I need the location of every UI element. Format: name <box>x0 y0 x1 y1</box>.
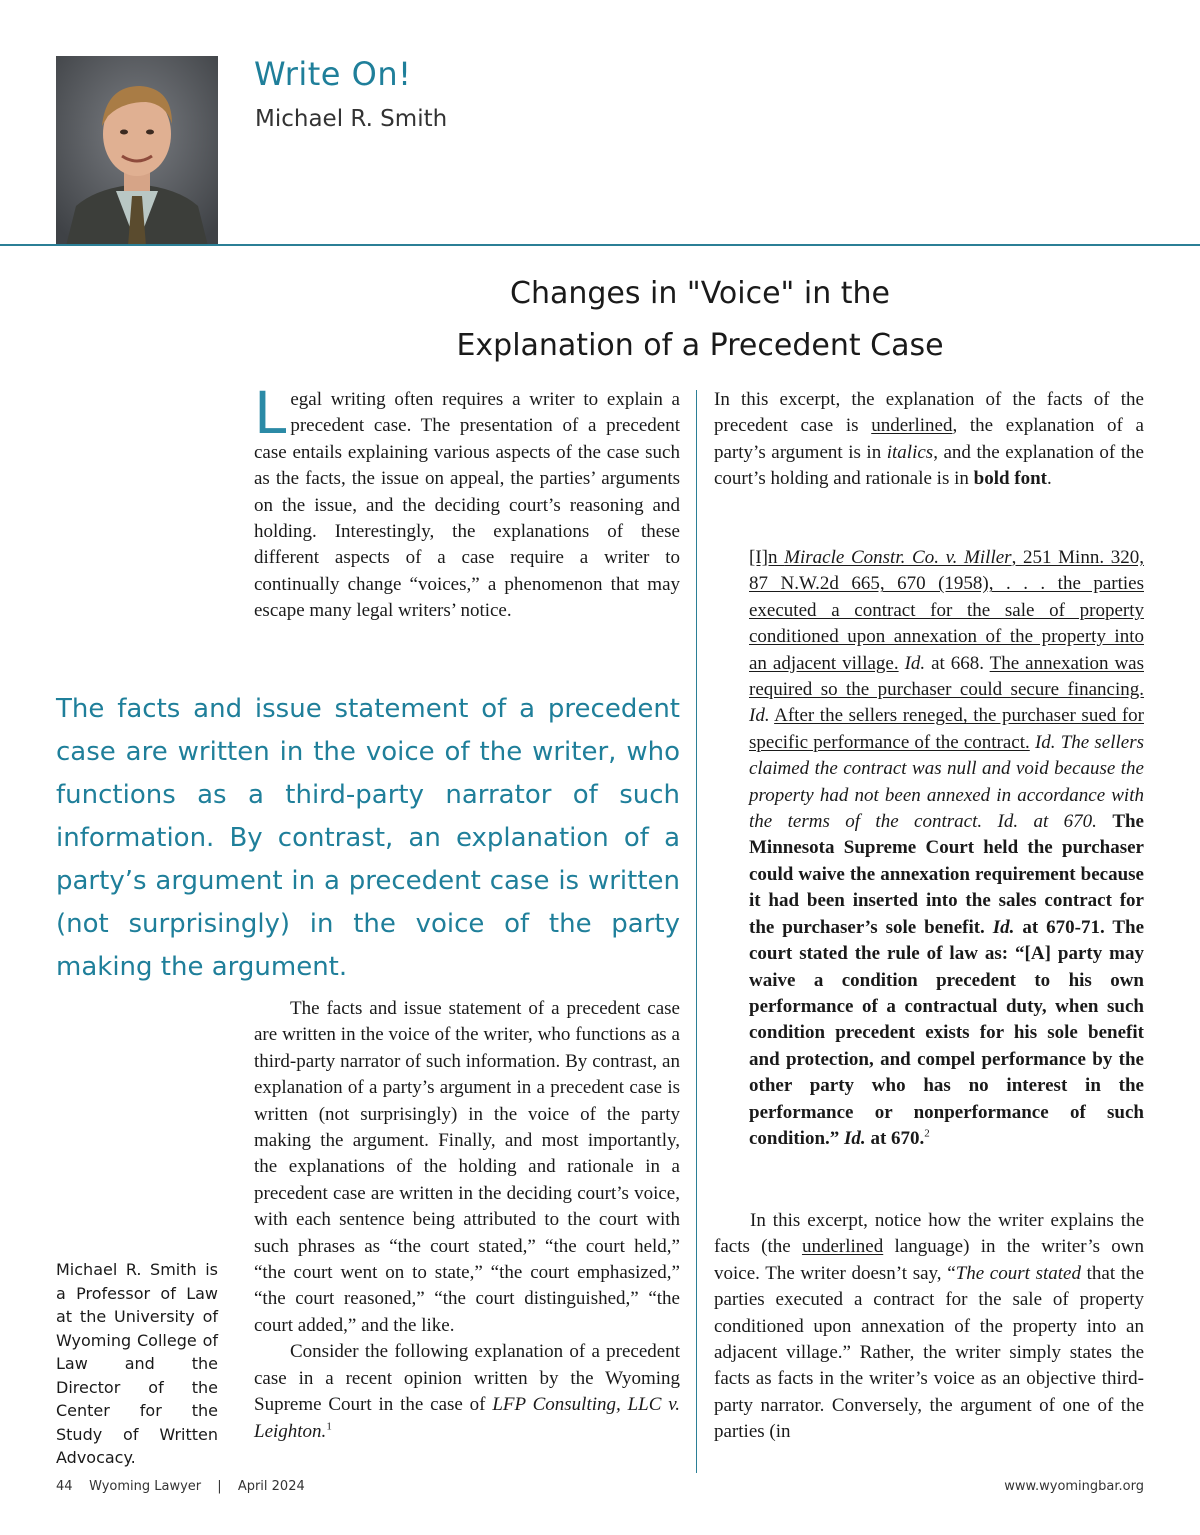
footnote-2-marker: 2 <box>924 1127 930 1140</box>
pull-quote: The facts and issue statement of a precedent case are written in the voice of the writer, who functions as a third-party narrator of such information. By contrast, an explanation of a party’s argument in a precedent case is written (not surprisingly) in the voice of the party making the argument. <box>56 694 680 982</box>
header-rule <box>0 244 1200 246</box>
intro-text: egal writing often requires a writer to explain a precedent case. The presentation of a precedent case entails explaining various aspects of the case such as the facts, the issue on appeal, the parties’ arguments on the issue, and the deciding court’s reasoning and holding. Interestingly, the explanations of these different aspects of a case require a writer to continually change “voices,” a phenomenon that may escape many legal writers’ notice. <box>254 389 680 622</box>
bold-example: bold font <box>973 468 1048 490</box>
paragraph-excerpt-legend: In this excerpt, the explanation of the facts of the precedent case is underlined, the explanation of a party’s argument is in italics, and the explanation of the court’s holding and rationale is in bold font. <box>714 389 1144 490</box>
publication-name: Wyoming Lawyer <box>89 1479 202 1494</box>
article-title-line-1: Changes in "Voice" in the <box>510 276 890 311</box>
excerpt-id-3: Id. <box>1034 731 1056 753</box>
excerpt-id-2: Id. <box>749 705 770 727</box>
underlined-example: underlined <box>871 415 953 437</box>
footer-left <box>56 1479 305 1494</box>
author-photo <box>56 56 218 246</box>
article-title-line-2: Explanation of a Precedent Case <box>456 328 944 363</box>
excerpt-party-argument: The sellers claimed the contract was null and void because the property had not been annexed in accordance with the terms of the contract. Id. at 670. <box>749 731 1145 833</box>
excerpt-facts-2: The annexation was required so the purchaser could secure financing. <box>749 652 1144 701</box>
italics-example: italics <box>886 441 934 463</box>
excerpt-id-1: Id. <box>904 652 926 674</box>
case-name-lfp: LFP Consulting, LLC v. Leighton. <box>254 1394 680 1442</box>
paragraph-consider-example: Consider the following explanation of a precedent case in a recent opinion written by the Wyoming Supreme Court in the case of LFP Consulting, LLC v. Leighton.$^1$ <box>254 1341 680 1442</box>
author-bio: Michael R. Smith is a Professor of Law at the University of Wyoming College of Law and the Director of the Center for the Study of Written Advocacy. <box>56 1260 218 1467</box>
excerpt-court-holding: The Minnesota Supreme Court held the purchaser could waive the annexation requirement because it had been inserted into the sales contract for the purchaser’s sole benefit. Id. at 670-71. The court stated the rule of law as: “[A] party may waive a condition precedent to his own performance of a contractual duty, when such condition precedent exists for his sole benefit and protection, and compel performance by the other party who has no interest in the performance or nonperformance of such condition.” Id. at 670. <box>749 811 1145 1149</box>
column-1-body <box>254 996 680 1445</box>
intro-paragraph <box>254 379 680 625</box>
column-title: Write On! <box>254 55 412 93</box>
issue-date: April 2024 <box>237 1479 305 1494</box>
excerpt-facts-1: [I]n Miracle Constr. Co. v. Miller, 251 Minn. 320, 87 N.W.2d 665, 670 (1958), . . . the parties executed a contract for the sale of property conditioned upon annexation of the property into an adjacent village. <box>749 547 1144 674</box>
drop-cap: L <box>254 379 287 447</box>
page-number: 44 <box>56 1479 73 1494</box>
block-quote-excerpt: [I]n Miracle Constr. Co. v. Miller, 251 Minn. 320, 87 N.W.2d 665, 670 (1958), . . . the parties executed a contract for the sale of property conditioned upon annexation of the property into an adjacent village. Id. at 668. The annexation was required so the purchaser could secure financing. Id. After the sellers reneged, the purchaser sued for specific performance of the contract. Id. The sellers claimed the contract was null and void because the property had not been annexed in accordance with the terms of the contract. Id. at 670. The Minnesota Supreme Court held the purchaser could waive the annexation requirement because it had been inserted into the sales contract for the purchaser’s sole benefit. Id. at 670-71. The court stated the rule of law as: “[A] party may waive a condition precedent to his own performance of a contractual duty, when such condition precedent exists for his sole benefit and protection, and compel performance by the other party who has no interest in the performance or nonperformance of such condition.” Id. at 670.$^2$ <box>749 547 1145 1149</box>
author-portrait-image <box>56 56 218 246</box>
footer-website-link[interactable]: www.wyomingbar.org <box>1004 1479 1144 1494</box>
paragraph-analysis: In this excerpt, notice how the writer explains the facts (the underlined language) in the writer’s own voice. The writer doesn’t say, “The court stated that the parties executed a contract for the sale of property conditioned upon annexation of the property into an adjacent village.” Rather, the writer simply states the facts as facts in the writer’s voice as an objective third-party narrator. Conversely, the argument of one of the parties (in <box>714 1210 1144 1443</box>
column-divider <box>696 390 697 1473</box>
excerpt-facts-3: After the sellers reneged, the purchaser sued for specific performance of the contract. <box>749 705 1144 753</box>
footer-separator: | <box>217 1479 222 1494</box>
footnote-1-marker: 1 <box>326 1420 332 1433</box>
article-title <box>430 268 970 372</box>
author-name: Michael R. Smith <box>255 106 448 132</box>
paragraph-voice-types: The facts and issue statement of a precedent case are written in the voice of the writer, who functions as a third-party narrator of such information. By contrast, an explanation of a party’s argument in a precedent case is written (not surprisingly) in the voice of the party making the argument. Finally, and most importantly, the explanations of the holding and rationale in a precedent case are written in the deciding court’s voice, with each sentence being attributed to the court with such phrases as “the court stated,” “the court held,” “the court went on to state,” “the court emphasized,” “the court reasoned,” “the court distinguished,” “the court added,” and the like. <box>254 998 680 1336</box>
